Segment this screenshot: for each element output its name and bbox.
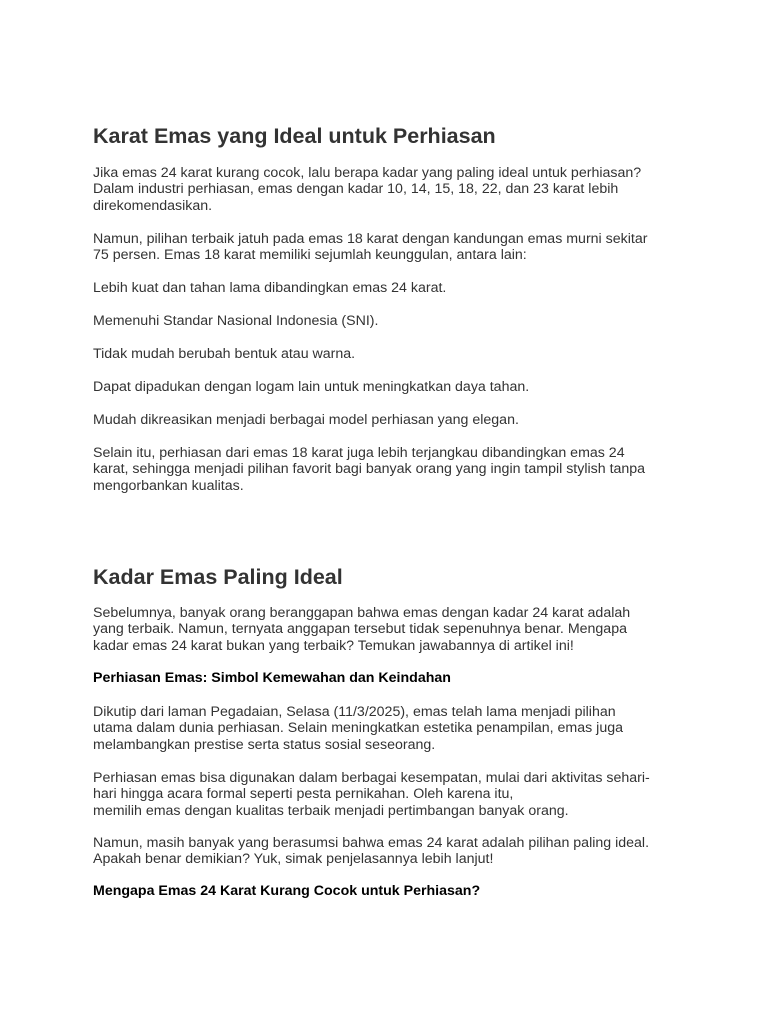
- section1-point-2: [93, 313, 693, 329]
- text-line: memilih emas dengan kualitas terbaik menjadi pertimbangan banyak orang.: [93, 802, 569, 819]
- text-line: hari hingga acara formal seperti pesta pernikahan. Oleh karena itu,: [93, 786, 514, 803]
- text-line: Lebih kuat dan tahan lama dibandingkan emas 24 karat.: [93, 280, 447, 296]
- text-line: mengorbankan kualitas.: [93, 477, 244, 494]
- section1-point-1: [93, 280, 693, 296]
- section1-paragraph-2: [93, 231, 693, 264]
- text-line: Namun, pilihan terbaik jatuh pada emas 18 karat dengan kandungan emas murni sekitar: [93, 231, 648, 247]
- text-line: Sebelumnya, banyak orang beranggapan bahwa emas dengan kadar 24 karat adalah: [93, 605, 631, 621]
- text-line: utama dalam dunia perhiasan. Selain meningkatkan estetika penampilan, emas juga: [93, 720, 623, 737]
- section-title-karat-emas-ideal: Karat Emas yang Ideal untuk Perhiasan: [93, 124, 496, 148]
- section1-closing-paragraph: [93, 445, 693, 494]
- text-line: Memenuhi Standar Nasional Indonesia (SNI).: [93, 313, 379, 329]
- section1-point-5: [93, 412, 693, 428]
- section2-paragraph-3: [93, 770, 693, 819]
- text-line: karat, sehingga menjadi pilihan favorit bagi banyak orang yang ingin tampil stylish tanpa: [93, 461, 646, 478]
- text-line: Dalam industri perhiasan, emas dengan kadar 10, 14, 15, 18, 22, dan 23 karat lebih: [93, 181, 619, 198]
- text-line: Apakah benar demikian? Yuk, simak penjelasannya lebih lanjut!: [93, 851, 494, 868]
- section2-intro-paragraph: [93, 605, 693, 654]
- text-line: yang terbaik. Namun, ternyata anggapan tersebut tidak sepenuhnya benar. Mengapa: [93, 621, 627, 638]
- text-line: Mudah dikreasikan menjadi berbagai model perhiasan yang elegan.: [93, 412, 519, 428]
- text-line: Tidak mudah berubah bentuk atau warna.: [93, 346, 356, 362]
- text-line: melambangkan prestise serta status sosial seseorang.: [93, 736, 436, 753]
- text-line: Perhiasan emas bisa digunakan dalam berbagai kesempatan, mulai dari aktivitas sehari-: [93, 770, 650, 786]
- section2-paragraph-2: [93, 704, 693, 753]
- section1-point-3: [93, 346, 693, 362]
- subheading-perhiasan-emas: Perhiasan Emas: Simbol Kemewahan dan Keindahan: [93, 670, 451, 686]
- text-line: kadar emas 24 karat bukan yang terbaik? Temukan jawabannya di artikel ini!: [93, 637, 574, 654]
- section-title-kadar-emas-paling-ideal: Kadar Emas Paling Ideal: [93, 565, 343, 589]
- section1-intro-paragraph: [93, 165, 693, 214]
- text-line: Jika emas 24 karat kurang cocok, lalu berapa kadar yang paling ideal untuk perhiasan?: [93, 165, 642, 181]
- section1-point-4: [93, 379, 693, 395]
- text-line: direkomendasikan.: [93, 197, 213, 214]
- text-line: Namun, masih banyak yang berasumsi bahwa emas 24 karat adalah pilihan paling ideal.: [93, 835, 650, 851]
- section2-paragraph-4: [93, 835, 693, 868]
- subheading-mengapa-emas-24-karat: Mengapa Emas 24 Karat Kurang Cocok untuk Perhiasan?: [93, 883, 481, 899]
- text-line: Dikutip dari laman Pegadaian, Selasa (11/3/2025), emas telah lama menjadi pilihan: [93, 704, 616, 720]
- text-line: Dapat dipadukan dengan logam lain untuk meningkatkan daya tahan.: [93, 379, 530, 395]
- text-line: Selain itu, perhiasan dari emas 18 karat juga lebih terjangkau dibandingkan emas 24: [93, 445, 625, 461]
- text-line: 75 persen. Emas 18 karat memiliki sejumlah keunggulan, antara lain:: [93, 247, 527, 264]
